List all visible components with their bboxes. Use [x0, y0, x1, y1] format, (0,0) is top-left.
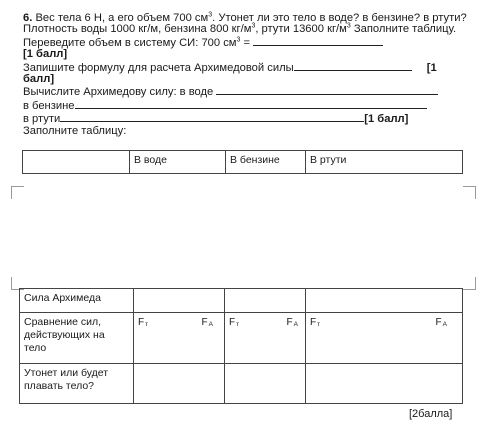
benzin-label: в бензине	[23, 99, 75, 112]
force-pair	[138, 316, 220, 330]
cell-archimedes-benzin[interactable]	[225, 289, 306, 313]
fa-label: FА	[286, 317, 298, 328]
ft-label: Fт	[229, 317, 240, 328]
sup-3: 3	[251, 22, 256, 30]
row-label-float: Утонет или будет плавать тело?	[20, 364, 134, 404]
force-prompt: Вычислите Архимедову силу: в воде	[23, 86, 214, 99]
cell-float-water[interactable]	[134, 364, 225, 404]
formula-answer-line[interactable]	[294, 61, 412, 71]
task-paragraph	[23, 13, 478, 49]
force-water-line[interactable]	[216, 85, 438, 95]
corner-mark-top-right	[463, 186, 476, 199]
table-row	[20, 289, 463, 313]
cell-compare-mercury[interactable]	[306, 313, 463, 364]
table-row	[20, 313, 463, 364]
cell-compare-water[interactable]	[134, 313, 225, 364]
corner-mark-top-left	[11, 186, 24, 199]
intro-part-3: , ртути 13600 кг/м	[255, 23, 347, 36]
ft-label: Fт	[310, 317, 321, 328]
cell-archimedes-water[interactable]	[134, 289, 225, 313]
cell-archimedes-mercury[interactable]	[306, 289, 463, 313]
sup-3: 3	[346, 22, 351, 30]
table-row	[20, 364, 463, 404]
corner-mark-bottom-right	[463, 277, 476, 290]
row-label-compare: Сравнение сил, действующих на тело	[20, 313, 134, 364]
table-cell-empty[interactable]	[23, 151, 130, 174]
force-mercury-line[interactable]	[60, 112, 364, 122]
si-answer-line[interactable]	[253, 36, 383, 46]
mark-2-close: балл]	[23, 73, 55, 86]
cell-float-mercury[interactable]	[306, 364, 463, 404]
mark-1: [1 балл]	[23, 48, 68, 61]
table-row	[23, 151, 463, 174]
formula-line	[23, 61, 478, 74]
intro-part-4: Заполните таблицу. Переведите объем в систему СИ: 700 см	[23, 23, 457, 49]
intro-part-1: Вес тела 6 Н, а его объем 700 см	[35, 12, 209, 24]
header-water[interactable]: В воде	[130, 151, 226, 174]
sup-3: 3	[208, 11, 213, 19]
row-label-archimedes: Сила Архимеда	[20, 289, 134, 313]
task-text	[23, 13, 478, 137]
fa-label: FА	[435, 317, 447, 328]
cell-compare-benzin[interactable]	[225, 313, 306, 364]
fill-table-prompt: Заполните таблицу:	[23, 124, 127, 137]
force-line	[23, 85, 478, 98]
benzin-line	[23, 99, 478, 112]
force-pair	[229, 316, 301, 330]
header-mercury[interactable]: В ртути	[306, 151, 463, 174]
mark-3: [1 балл]	[364, 113, 409, 126]
mark-2-open: [1	[426, 61, 437, 74]
table-bottom	[19, 288, 463, 404]
mercury-line	[23, 112, 478, 125]
formula-prompt: Запишите формулу для расчета Архимедовой силы	[23, 61, 294, 74]
header-benzin[interactable]: В бензине	[226, 151, 306, 174]
intro-part-5: =	[240, 36, 251, 49]
table-top	[22, 150, 463, 174]
fa-label: FА	[201, 317, 213, 328]
sup-3: 3	[236, 36, 241, 44]
task-number: 6.	[23, 12, 33, 24]
bottom-mark: [2балла]	[409, 408, 453, 420]
cell-float-benzin[interactable]	[225, 364, 306, 404]
ft-label: Fт	[138, 317, 149, 328]
force-benzin-line[interactable]	[75, 99, 427, 109]
mercury-label: в ртути	[23, 113, 61, 126]
force-pair	[310, 316, 458, 330]
intro-part-2: . Утонет ли это тело в воде? в бензине? в ртути? Плотность воды 1000 кг/м, бензина 800 кг/м	[23, 12, 467, 36]
